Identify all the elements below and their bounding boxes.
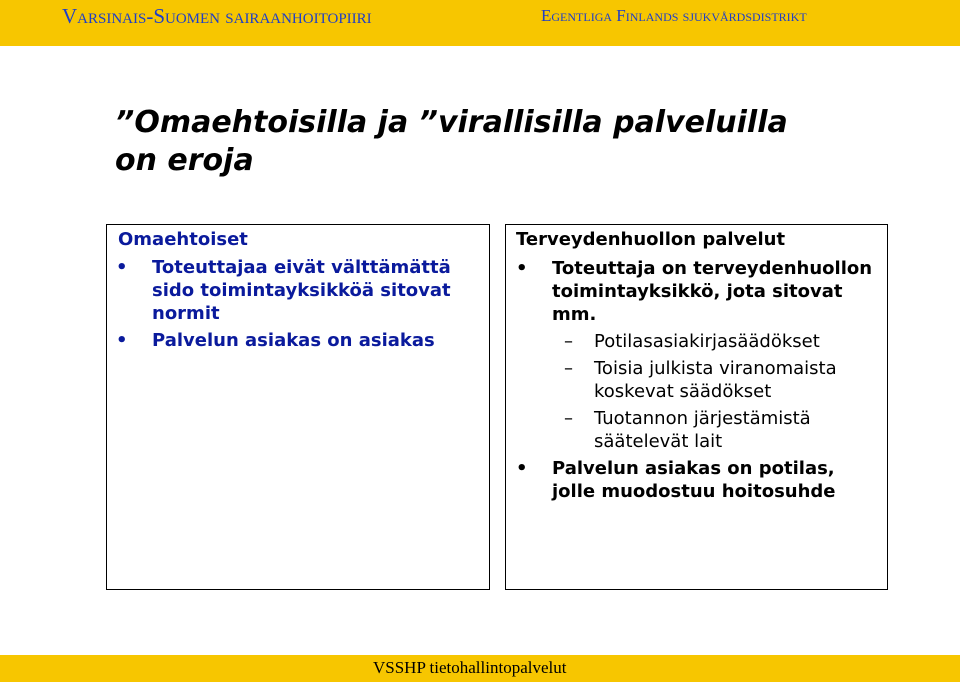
left-bullet-list	[116, 256, 472, 352]
dash-icon: –	[564, 408, 573, 429]
footer-bar	[0, 655, 960, 682]
dash-icon: –	[564, 358, 573, 379]
header-right-text: Egentliga Finlands sjukvårdsdistrikt	[541, 6, 807, 25]
right-bullet-item	[516, 257, 877, 453]
footer-text: VSSHP tietohallintopalvelut	[373, 658, 567, 677]
left-bullet-item	[116, 329, 472, 352]
right-box-heading: Terveydenhuollon palvelut	[516, 229, 786, 250]
bullet-dot-icon: •	[516, 458, 528, 479]
bullet-dot-icon: •	[116, 330, 128, 351]
sub-bullet-item	[552, 357, 877, 403]
slide-title	[115, 104, 895, 180]
left-bullet-item	[116, 256, 472, 325]
header-bar	[0, 0, 960, 46]
right-bullet-text: Toteuttaja on terveydenhuollon toimintayksikkö, jota sitovat mm.	[552, 258, 873, 325]
left-box-heading: Omaehtoiset	[118, 229, 248, 250]
sub-bullet-text: Tuotannon järjestämistä säätelevät lait	[594, 408, 811, 452]
left-bullet-text: Toteuttajaa eivät välttämättä sido toimintayksikköä sitovat normit	[152, 257, 451, 324]
right-bullet-text: Palvelun asiakas on potilas, jolle muodostuu hoitosuhde	[552, 458, 836, 502]
bullet-dot-icon: •	[116, 257, 128, 278]
title-line-2: on eroja	[115, 143, 254, 178]
terveydenhuollon-box	[505, 224, 888, 590]
sub-bullet-list	[552, 330, 877, 453]
title-line-1: ”Omaehtoisilla ja ”virallisilla palveluilla	[115, 105, 788, 140]
sub-bullet-item	[552, 407, 877, 453]
sub-bullet-text: Toisia julkista viranomaista koskevat säädökset	[594, 358, 837, 402]
left-bullet-text: Palvelun asiakas on asiakas	[152, 330, 435, 351]
bullet-dot-icon: •	[516, 258, 528, 279]
right-bullet-item	[516, 457, 877, 503]
header-left-text: Varsinais-Suomen sairaanhoitopiiri	[62, 4, 372, 28]
sub-bullet-text: Potilasasiakirjasäädökset	[594, 331, 820, 352]
right-bullet-list	[516, 257, 877, 503]
dash-icon: –	[564, 331, 573, 352]
sub-bullet-item	[552, 330, 877, 353]
omaehtoiset-box	[106, 224, 490, 590]
